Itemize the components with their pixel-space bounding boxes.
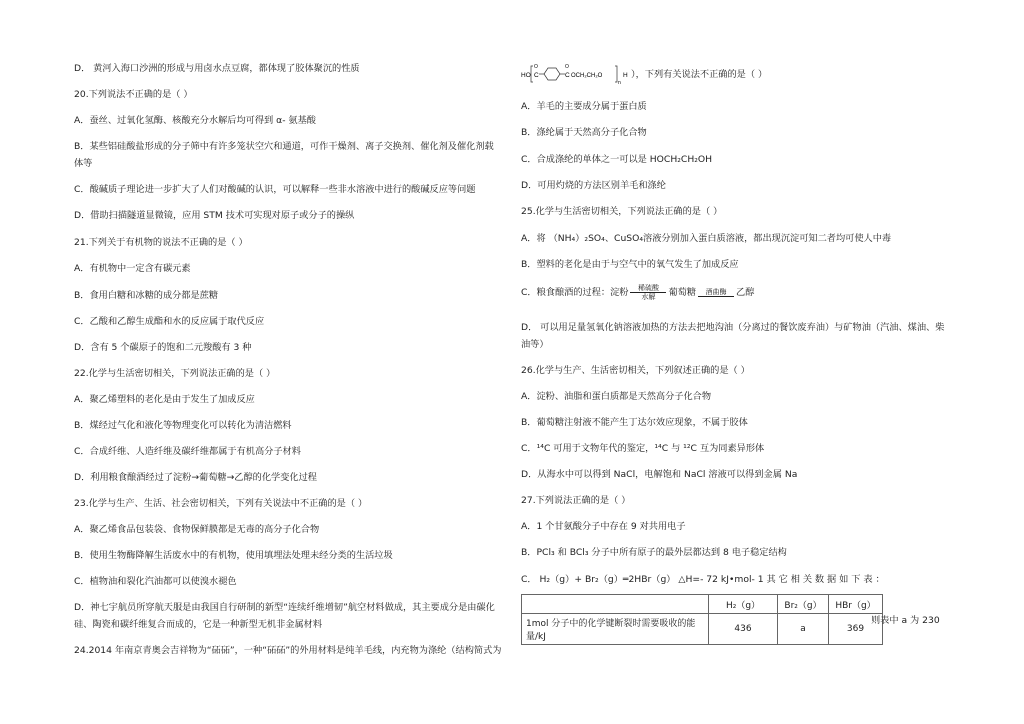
q27-option-a: A．1 个甘氨酸分子中存在 9 对共用电子 <box>521 521 686 532</box>
q23-option-d-cont: 硅、陶瓷和碳纤维复合而成的，它是一种新型无机非金属材料 <box>74 619 323 630</box>
q22-title: 22.化学与生活密切相关，下列说法正确的是（ ） <box>74 368 276 379</box>
table-cell: 369 <box>829 614 883 645</box>
q25-c-mid: 葡萄糖 <box>668 287 697 298</box>
q22-option-b: B．煤经过气化和液化等物理变化可以转化为清洁燃料 <box>74 420 292 431</box>
bond-energy-table <box>521 594 883 645</box>
q21-option-d: D．含有 5 个碳原子的饱和二元羧酸有 3 种 <box>74 342 252 353</box>
table-header-row <box>522 595 883 614</box>
structure-o1: O <box>534 64 538 70</box>
q22-option-d: D．利用粮食酿酒经过了淀粉→葡萄糖→乙醇的化学变化过程 <box>74 472 317 483</box>
q27-option-b: B．PCl₃ 和 BCl₃ 分子中所有原子的最外层都达到 8 电子稳定结构 <box>521 547 787 558</box>
q25-c-prefix: C．粮食酿酒的过程：淀粉 <box>521 287 629 298</box>
q21-option-b: B．食用白糖和冰糖的成分都是蔗糖 <box>74 290 219 301</box>
q20-title: 20.下列说法不正确的是（ ） <box>74 89 193 100</box>
q25-option-d-cont: 油等） <box>521 339 549 350</box>
q20-option-b: B．某些铝硅酸盐形成的分子筛中有许多笼状空穴和通道，可作干燥剂、离子交换剂、催化剂及催化剂载 <box>74 141 494 152</box>
q23-option-c: C．植物油和裂化汽油都可以使溴水褪色 <box>74 576 237 587</box>
q20-option-a: A．蚕丝、过氧化氢酶、核酸充分水解后均可得到 α- 氨基酸 <box>74 115 316 126</box>
q21-option-c: C．乙酸和乙醇生成酯和水的反应属于取代反应 <box>74 316 265 327</box>
q24-option-c: C．合成涤纶的单体之一可以是 HOCH₂CH₂OH <box>521 154 713 165</box>
reaction-arrow-2: 酒曲酶 <box>696 288 736 297</box>
q24-title: 24.2014 年南京青奥会吉祥物为“砳砳”，一种“砳砳”的外用材料是纯羊毛线，内充物为涤纶（结构简式为 <box>74 645 502 656</box>
structure-o2: O <box>565 64 569 70</box>
q27-option-c: C． H₂（g）+ Br₂（g）═2HBr（g） △H=- 72 kJ•mol- 1 其 它 相 关 数 据 如 下 表 ： <box>521 574 885 585</box>
q25-title: 25.化学与生活密切相关，下列说法正确的是（ ） <box>521 206 723 217</box>
q23-option-a: A．聚乙烯食品包装袋、食物保鲜膜都是无毒的高分子化合物 <box>74 524 320 535</box>
q23-title: 23.化学与生产、生活、社会密切相关，下列有关说法中不正确的是（ ） <box>74 498 368 509</box>
q26-option-a: A．淀粉、油脂和蛋白质都是天然高分子化合物 <box>521 391 712 402</box>
table-header-cell: HBr（g） <box>829 595 883 614</box>
benzene-ring-icon <box>544 68 560 80</box>
q26-option-c: C．¹⁴C 可用于文物年代的鉴定，¹⁴C 与 ¹²C 互为同素异形体 <box>521 443 765 454</box>
q25-option-c <box>521 284 754 301</box>
reaction-arrow-1: $\frac{\text{稀硫酸}}{\text{水解}}$ <box>628 284 668 301</box>
polyester-structure <box>521 62 631 86</box>
structure-h: H <box>623 72 628 79</box>
table-cell: 436 <box>709 614 778 645</box>
structure-c1: C <box>534 72 539 79</box>
q25-c-suffix: 乙醇 <box>736 287 755 298</box>
structure-c2: C <box>565 72 570 79</box>
q26-option-b: B．葡萄糖注射液不能产生丁达尔效应现象，不属于胶体 <box>521 417 748 428</box>
q27-title: 27.下列说法正确的是（ ） <box>521 495 631 506</box>
q22-option-c: C．合成纤维、人造纤维及碳纤维都属于有机高分子材料 <box>74 446 301 457</box>
q25-option-a: A．将 （NH₄）₂SO₄、CuSO₄溶液分别加入蛋白质溶液，都出现沉淀可知二者均可使人中毒 <box>521 233 892 244</box>
q24-option-d: D．可用灼烧的方法区别羊毛和涤纶 <box>521 180 666 191</box>
q25-option-d: D． 可以用足量氢氧化钠溶液加热的方法去把地沟油（分离过的餐饮废弃油）与矿物油（汽油、煤油、柴 <box>521 322 945 333</box>
structure-chain: OCH₂CH₂O <box>571 73 603 79</box>
q22-option-a: A．聚乙烯塑料的老化是由于发生了加成反应 <box>74 394 255 405</box>
q20-option-c: C．酸碱质子理论进一步扩大了人们对酸碱的认识，可以解释一些非水溶液中进行的酸碱反应等问题 <box>74 184 476 195</box>
q24-option-a: A．羊毛的主要成分属于蛋白质 <box>521 101 647 112</box>
table-row-label: 1mol 分子中的化学键断裂时需要吸收的能量/kJ <box>522 614 709 645</box>
structure-ho: HO <box>521 72 531 79</box>
q24-title-cont: ），下列有关说法不正确的是（ ） <box>631 69 768 80</box>
table-header-cell <box>522 595 709 614</box>
q25-option-b: B．塑料的老化是由于与空气中的氧气发生了加成反应 <box>521 259 739 270</box>
q23-option-b: B．使用生物酶降解生活废水中的有机物，使用填埋法处理未经分类的生活垃圾 <box>74 550 393 561</box>
q21-title: 21.下列关于有机物的说法不正确的是（ ） <box>74 237 248 248</box>
table-header-cell: H₂（g） <box>709 595 778 614</box>
table-row <box>522 614 883 645</box>
q26-title: 26.化学与生产、生活密切相关，下列叙述正确的是（ ） <box>521 365 750 376</box>
q23-option-d: D．神七宇航员所穿航天服是由我国自行研制的新型“连续纤维增韧”航空材料做成，其主要成分是由碳化 <box>74 602 495 613</box>
structure-n: n <box>618 80 621 86</box>
table-cell: a <box>778 614 829 645</box>
q24-option-b: B．涤纶属于天然高分子化合物 <box>521 127 647 138</box>
q19-option-d: D． 黄河入海口沙洲的形成与用卤水点豆腐，都体现了胶体聚沉的性质 <box>74 63 360 74</box>
q26-option-d: D．从海水中可以得到 NaCl，电解饱和 NaCl 溶液可以得到金属 Na <box>521 469 798 480</box>
q21-option-a: A．有机物中一定含有碳元素 <box>74 263 191 274</box>
table-tail-text: 则表中 a 为 230 <box>871 615 940 626</box>
q20-option-b-cont: 体等 <box>74 158 93 169</box>
table-header-cell: Br₂（g） <box>778 595 829 614</box>
q20-option-d: D．借助扫描隧道显微镜，应用 STM 技术可实现对原子或分子的操纵 <box>74 210 355 221</box>
